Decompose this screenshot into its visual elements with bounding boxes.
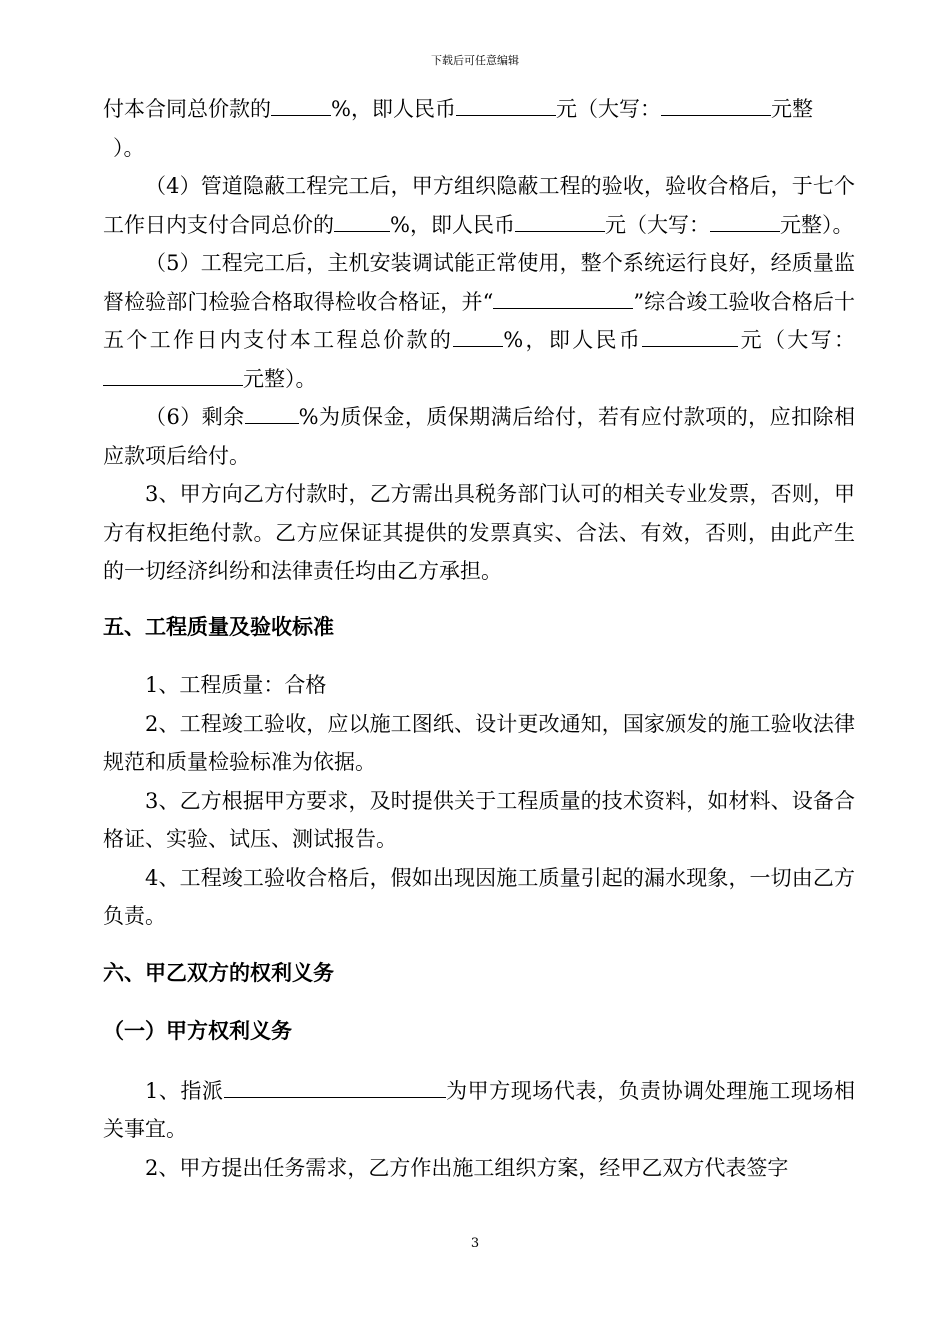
section-6-item-2: 2、甲方提出任务需求，乙方作出施工组织方案，经甲乙双方代表签字 bbox=[145, 1155, 789, 1180]
fill-blank bbox=[710, 209, 780, 232]
section-6-title: 六、甲乙双方的权利义务 bbox=[103, 960, 334, 985]
paragraph-clause-4 bbox=[103, 167, 855, 244]
fill-blank bbox=[334, 209, 390, 232]
paragraph-clause-5 bbox=[103, 244, 855, 398]
text-run: 元（大写： bbox=[738, 328, 856, 352]
paragraph-clause-6 bbox=[103, 398, 855, 475]
text-run: %，即人民币 bbox=[503, 328, 643, 352]
text-run: （4）管道隐蔽工程完工后，甲方组织隐蔽工程的验收，验收合格后，于七个工作日内支付合同总价的 bbox=[103, 174, 855, 237]
page-header: 下载后可任意编辑 bbox=[431, 54, 519, 67]
text-run: 为甲方现场代表，负责协调处理施工现场相关事宜。 bbox=[103, 1078, 855, 1141]
text-run: 元（大写： bbox=[604, 212, 710, 237]
text-run: 元整）。 bbox=[243, 366, 317, 391]
fill-blank bbox=[271, 93, 331, 116]
fill-blank bbox=[661, 93, 771, 116]
section-6-item-1 bbox=[103, 1072, 855, 1149]
text-run: %为质保金，质保期满后给付，若有应付款项的，应扣除相应款项后给付。 bbox=[103, 405, 855, 468]
text-run: （6）剩余 bbox=[145, 405, 245, 429]
text-run: 元（大写： bbox=[555, 97, 661, 121]
section-5-title: 五、工程质量及验收标准 bbox=[103, 614, 334, 639]
fill-blank bbox=[515, 209, 605, 232]
paragraph-item-3-invoice: 3、甲方向乙方付款时，乙方需出具税务部门认可的相关专业发票，否则，甲方有权拒绝付款。乙方应保证其提供的发票真实、合法、有效，否则，由此产生的一切经济纠纷和法律责任均由乙方承担。 bbox=[103, 482, 855, 583]
section-5-item-1: 1、工程质量：合格 bbox=[145, 673, 327, 697]
fill-blank bbox=[245, 401, 299, 424]
section-5-item-3: 3、乙方根据甲方要求，及时提供关于工程质量的技术资料，如材料、设备合格证、实验、试压、测试报告。 bbox=[103, 788, 855, 851]
text-run: （5）工程完工后，主机安装调试能正常使用，整个系统运行良好，经质量监督检验部门检验合格取得检收合格证，并“ bbox=[103, 251, 855, 314]
page-number: 3 bbox=[470, 1236, 480, 1251]
text-run: 元整 bbox=[770, 97, 813, 121]
paragraph-payment-continued bbox=[103, 90, 855, 167]
text-run: 1、指派 bbox=[145, 1078, 224, 1103]
fill-blank bbox=[453, 324, 503, 347]
fill-blank bbox=[103, 363, 243, 386]
section-5-item-2: 2、工程竣工验收，应以施工图纸、设计更改通知，国家颁发的施工验收法律规范和质量检验标准为依据。 bbox=[103, 711, 855, 774]
text-run: ”综合竣工验收合格后十五个工作日内支付本工程总价款的 bbox=[103, 289, 855, 352]
document-body bbox=[103, 90, 855, 1187]
text-run: 元整）。 bbox=[779, 212, 854, 237]
section-5-item-4: 4、工程竣工验收合格后，假如出现因施工质量引起的漏水现象，一切由乙方负责。 bbox=[103, 865, 855, 928]
fill-blank bbox=[224, 1075, 446, 1098]
text-run: %，即人民币 bbox=[331, 97, 456, 121]
fill-blank bbox=[456, 93, 556, 116]
fill-blank bbox=[642, 324, 738, 347]
text-run: 付本合同总价款的 bbox=[103, 97, 271, 121]
text-run: ）。 bbox=[113, 135, 145, 160]
text-run: %，即人民币 bbox=[390, 212, 515, 237]
fill-blank bbox=[493, 286, 633, 309]
section-6-subtitle: （一）甲方权利义务 bbox=[103, 1019, 292, 1043]
